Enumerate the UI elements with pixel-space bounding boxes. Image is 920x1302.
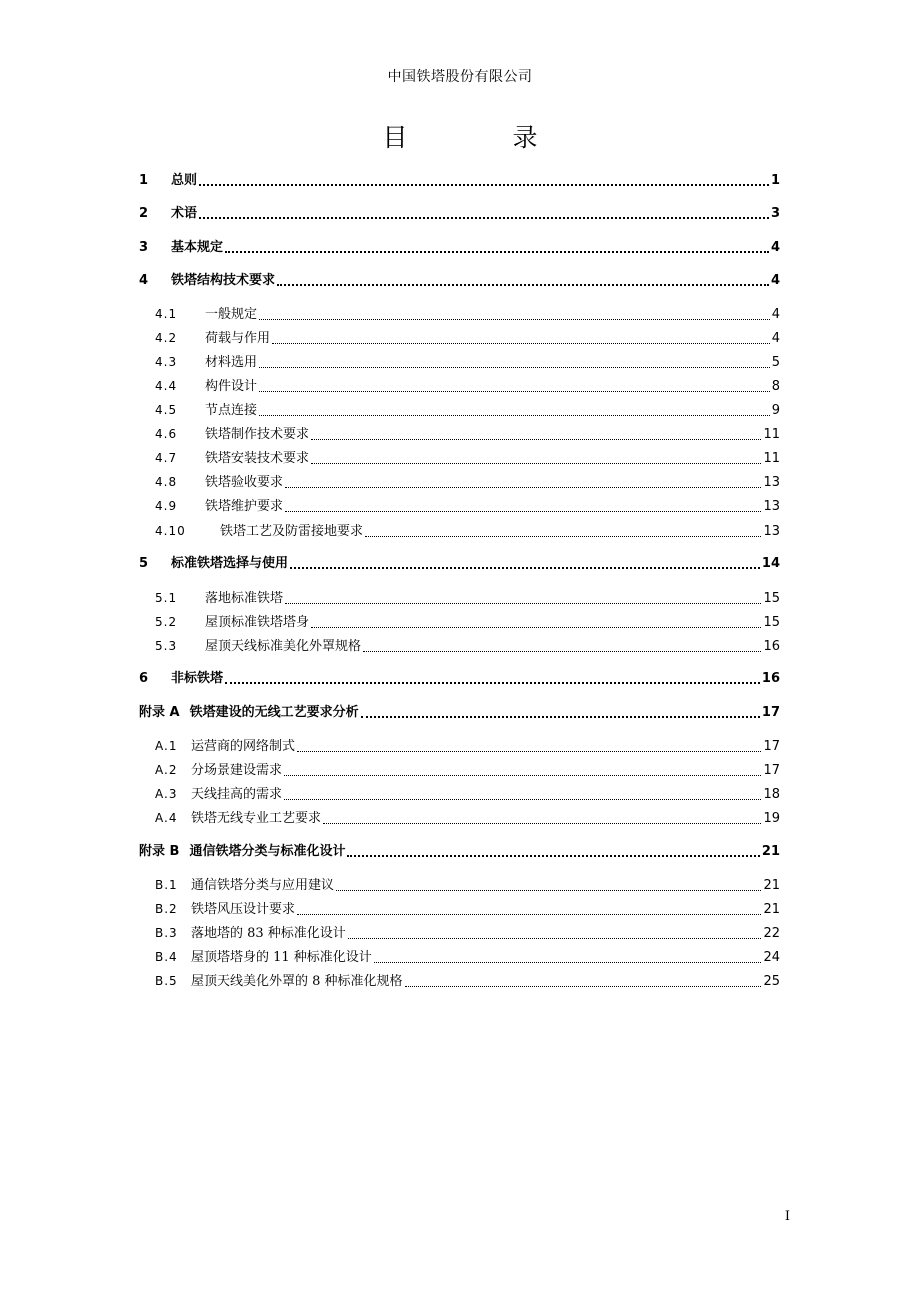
- toc-entry-title: 构件设计: [205, 379, 258, 394]
- toc-dot-leader: [285, 603, 761, 604]
- toc-dot-leader: [348, 938, 762, 939]
- toc-entry[interactable]: [155, 304, 780, 325]
- toc-entry-title: 铁塔制作技术要求: [205, 427, 310, 442]
- toc-dot-leader: [277, 284, 769, 286]
- toc-dot-leader: [311, 463, 761, 464]
- toc-dot-leader: [285, 487, 761, 488]
- toc-dot-leader: [199, 184, 769, 186]
- toc-entry-number: 4.5: [155, 403, 178, 417]
- toc-entry-number: 4.6: [155, 427, 178, 441]
- toc-dot-leader: [199, 217, 769, 219]
- toc-entry-title: 通信铁塔分类与标准化设计: [189, 844, 346, 859]
- toc-entry-page: 4: [770, 240, 780, 255]
- toc-entry-page: 11: [763, 427, 780, 442]
- toc-dot-leader: [365, 536, 761, 537]
- toc-entry-number: 3: [139, 240, 149, 255]
- toc-entry-number: A.2: [155, 763, 178, 777]
- toc-entry-page: 21: [761, 844, 780, 859]
- toc-dot-leader: [323, 823, 761, 824]
- toc-entry-page: 16: [763, 639, 780, 654]
- toc-entry[interactable]: [139, 554, 780, 574]
- toc-entry-title: 运营商的网络制式: [191, 739, 296, 754]
- toc-entry-title: 铁塔结构技术要求: [171, 273, 276, 288]
- toc-dot-leader: [225, 251, 769, 253]
- toc-entry-page: 15: [763, 591, 780, 606]
- toc-dot-leader: [272, 343, 770, 344]
- toc-entry-title: 一般规定: [205, 307, 258, 322]
- toc-entry[interactable]: [139, 842, 780, 862]
- toc-dot-leader: [405, 986, 762, 987]
- toc-entry-number: 4.7: [155, 451, 178, 465]
- toc-dot-leader: [297, 751, 761, 752]
- toc-entry-number: 6: [139, 671, 149, 686]
- toc-dot-leader: [374, 962, 762, 963]
- toc-entry-number: 2: [139, 206, 149, 221]
- page-number: I: [784, 1209, 790, 1224]
- toc-entry-page: 1: [770, 173, 780, 188]
- toc-entry[interactable]: [139, 271, 780, 291]
- toc-entry-title: 铁塔风压设计要求: [191, 902, 296, 917]
- toc-dot-leader: [259, 391, 770, 392]
- toc-entry[interactable]: [155, 923, 780, 944]
- toc-entry-number: 4: [139, 273, 149, 288]
- toc-entry[interactable]: [155, 376, 780, 397]
- toc-entry-number: A.4: [155, 811, 178, 825]
- toc-entry-number: 5: [139, 556, 149, 571]
- toc-dot-leader: [363, 651, 761, 652]
- toc-entry[interactable]: [155, 521, 780, 542]
- toc-entry-title: 通信铁塔分类与应用建议: [191, 878, 335, 893]
- toc-dot-leader: [225, 682, 760, 684]
- toc-entry-title: 铁塔安装技术要求: [205, 451, 310, 466]
- toc-entry-number: A.3: [155, 787, 178, 801]
- toc-dot-leader: [259, 367, 770, 368]
- toc-entry-page: 15: [763, 615, 780, 630]
- toc-entry-title: 荷载与作用: [205, 331, 271, 346]
- toc-entry-number: 4.8: [155, 475, 178, 489]
- toc-dot-leader: [285, 511, 761, 512]
- toc-dot-leader: [361, 716, 760, 718]
- toc-entry[interactable]: [155, 496, 780, 517]
- toc-entry-title: 材料选用: [205, 355, 258, 370]
- toc-dot-leader: [311, 627, 761, 628]
- toc-entry-title: 标准铁塔选择与使用: [171, 556, 289, 571]
- toc-dot-leader: [259, 415, 770, 416]
- toc-entry[interactable]: [155, 784, 780, 805]
- page-header: 中国铁塔股份有限公司: [387, 69, 533, 85]
- toc-entry-number: 5.2: [155, 615, 178, 629]
- toc-entry-page: 14: [761, 556, 780, 571]
- toc-entry-number: 4.3: [155, 355, 178, 369]
- toc-entry[interactable]: [139, 669, 780, 689]
- toc-entry-page: 17: [763, 739, 780, 754]
- toc-entry-title: 屋顶标准铁塔塔身: [205, 615, 310, 630]
- toc-entry-page: 17: [761, 705, 780, 720]
- toc-entry-title: 非标铁塔: [171, 671, 224, 686]
- toc-dot-leader: [290, 567, 760, 569]
- toc-entry-page: 24: [763, 950, 780, 965]
- toc-entry[interactable]: [139, 238, 780, 258]
- toc-entry-number: 附录 B: [139, 844, 180, 859]
- toc-entry-number: 4.9: [155, 499, 178, 513]
- toc-entry-title: 分场景建设需求: [191, 763, 283, 778]
- toc-title: 目 录: [382, 123, 578, 152]
- toc-dot-leader: [284, 775, 761, 776]
- toc-entry-title: 铁塔无线专业工艺要求: [191, 811, 322, 826]
- toc-entry-number: 4.2: [155, 331, 178, 345]
- toc-entry-number: A.1: [155, 739, 178, 753]
- toc-entry[interactable]: [155, 612, 780, 633]
- toc-entry[interactable]: [155, 352, 780, 373]
- toc-dot-leader: [259, 319, 770, 320]
- toc-entry-page: 11: [763, 451, 780, 466]
- toc-dot-leader: [297, 914, 761, 915]
- toc-entry-page: 3: [770, 206, 780, 221]
- toc-entry-number: B.5: [155, 974, 178, 988]
- toc-entry-title: 屋顶天线标准美化外罩规格: [205, 639, 362, 654]
- toc-entry[interactable]: [155, 947, 780, 968]
- toc-entry[interactable]: [155, 472, 780, 493]
- toc-entry-number: B.1: [155, 878, 178, 892]
- toc-entry-title: 铁塔维护要求: [205, 499, 284, 514]
- toc-entry-page: 4: [770, 273, 780, 288]
- toc-entry-page: 8: [771, 379, 780, 394]
- toc-entry-number: 4.1: [155, 307, 178, 321]
- toc-entry-page: 21: [763, 902, 780, 917]
- toc-entry[interactable]: [155, 328, 780, 349]
- toc-dot-leader: [347, 855, 759, 857]
- toc-entry-page: 18: [763, 787, 780, 802]
- toc-entry-number: B.2: [155, 902, 178, 916]
- toc-entry[interactable]: [155, 636, 780, 657]
- toc-entry[interactable]: [139, 171, 780, 191]
- toc-entry-page: 5: [771, 355, 780, 370]
- toc-entry-page: 25: [763, 974, 780, 989]
- toc-entry[interactable]: [155, 875, 780, 896]
- toc-entry[interactable]: [155, 448, 780, 469]
- toc-entry-title: 节点连接: [205, 403, 258, 418]
- toc-entry-title: 落地标准铁塔: [205, 591, 284, 606]
- toc-entry-page: 13: [763, 499, 780, 514]
- toc-entry[interactable]: [155, 971, 780, 992]
- toc-entry-title: 屋顶天线美化外罩的 8 种标准化规格: [191, 974, 403, 989]
- toc-entry-page: 21: [763, 878, 780, 893]
- toc-entry-title: 铁塔验收要求: [205, 475, 284, 490]
- toc-entry-number: 附录 A: [139, 705, 180, 720]
- toc-entry-page: 17: [763, 763, 780, 778]
- toc-entry-number: B.4: [155, 950, 178, 964]
- toc-entry[interactable]: [155, 808, 780, 829]
- toc-entry-number: 4.10: [155, 524, 186, 538]
- toc-entry-page: 4: [771, 307, 780, 322]
- toc-entry-number: 1: [139, 173, 149, 188]
- toc-entry-page: 13: [763, 475, 780, 490]
- toc-entry[interactable]: [139, 204, 780, 224]
- toc-entry-page: 19: [763, 811, 780, 826]
- toc-entry-title: 铁塔工艺及防雷接地要求: [220, 524, 364, 539]
- toc-entry[interactable]: [139, 703, 780, 723]
- toc-entry[interactable]: [155, 736, 780, 757]
- toc-entry-number: B.3: [155, 926, 178, 940]
- toc-entry-number: 4.4: [155, 379, 178, 393]
- toc-entry[interactable]: [155, 760, 780, 781]
- toc-entry-title: 基本规定: [171, 240, 224, 255]
- toc-entry-number: 5.1: [155, 591, 178, 605]
- toc-entry[interactable]: [155, 400, 780, 421]
- toc-entry-page: 16: [761, 671, 780, 686]
- toc-entry-title: 术语: [171, 206, 198, 221]
- toc-entry-page: 22: [763, 926, 780, 941]
- toc-dot-leader: [284, 799, 761, 800]
- toc-entry-page: 9: [771, 403, 780, 418]
- toc-entry-title: 落地塔的 83 种标准化设计: [191, 926, 346, 941]
- toc-entry-title: 总则: [171, 173, 198, 188]
- toc-entry-page: 4: [771, 331, 780, 346]
- toc-entry-title: 屋顶塔塔身的 11 种标准化设计: [191, 950, 372, 965]
- toc-dot-leader: [336, 890, 761, 891]
- toc-entry[interactable]: [155, 588, 780, 609]
- toc-entry-title: 铁塔建设的无线工艺要求分析: [189, 705, 359, 720]
- toc-entry-page: 13: [763, 524, 780, 539]
- toc-entry[interactable]: [155, 899, 780, 920]
- toc-entry-title: 天线挂高的需求: [191, 787, 283, 802]
- toc-entry[interactable]: [155, 424, 780, 445]
- toc-entry-number: 5.3: [155, 639, 178, 653]
- toc-dot-leader: [311, 439, 761, 440]
